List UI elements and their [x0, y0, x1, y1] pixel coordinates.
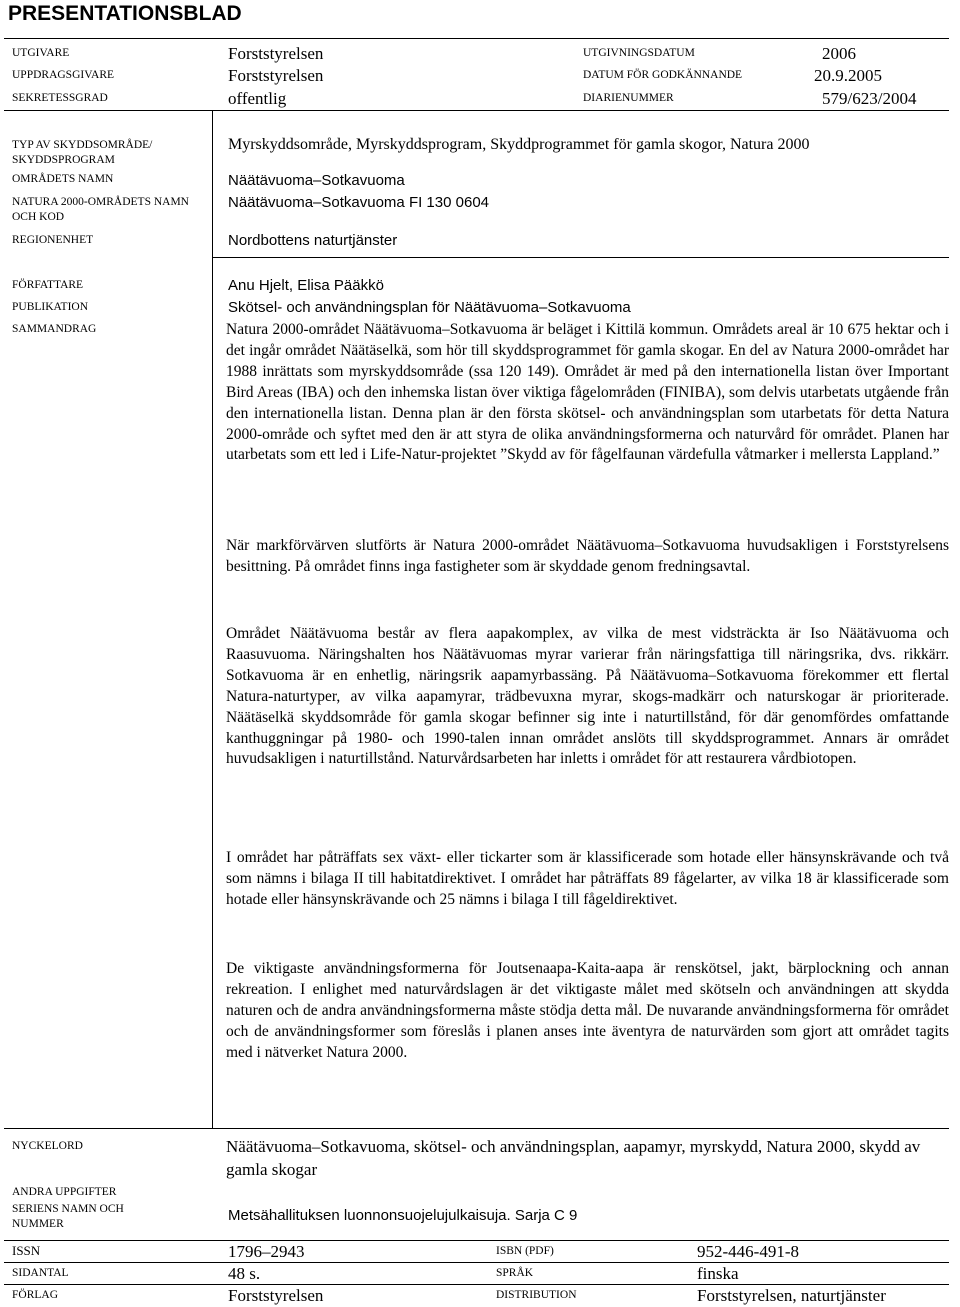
forfattare-value: Anu Hjelt, Elisa Pääkkö [228, 277, 384, 294]
header-bottom-rule [4, 110, 949, 111]
utgivare-label: UTGIVARE [12, 47, 70, 59]
uppdragsgivare-label: UPPDRAGSGIVARE [12, 69, 115, 81]
serie-label: SERIENS NAMN OCH NUMMER [12, 1203, 124, 1230]
publikation-value: Skötsel- och användningsplan för Näätävuoma–Sotkavuoma [228, 299, 631, 316]
footer-rule-1 [4, 1240, 949, 1241]
forfattare-label: FÖRFATTARE [12, 279, 84, 291]
nyckelord-label: NYCKELORD [12, 1140, 83, 1152]
issn-label: ISSN [12, 1243, 41, 1258]
utgivare-value: Forststyrelsen [228, 44, 324, 63]
serie-value: Metsähallituksen luonnonsuojelujulkaisuja. Sarja C 9 [228, 1207, 578, 1224]
distribution-value: Forststyrelsen, naturtjänster [697, 1286, 886, 1305]
publikation-label: PUBLIKATION [12, 301, 89, 313]
sammandrag-label: SAMMANDRAG [12, 323, 97, 335]
omradets-namn-value: Näätävuoma–Sotkavuoma [228, 172, 405, 189]
area-rule [212, 257, 949, 258]
distribution-label: DISTRIBUTION [496, 1289, 577, 1301]
godkannande-label: DATUM FÖR GODKÄNNANDE [583, 69, 743, 81]
issn-value: 1796–2943 [228, 1242, 305, 1261]
natura-value: Näätävuoma–Sotkavuoma FI 130 0604 [228, 194, 489, 211]
summary-paragraph-4: I området har påträffats sex växt- eller tickarter som är klassificerade som hotade eller hänsynskrävande och två som nämns i bilaga II till habitatdirektivet. I området har påträffats 89 fågelarter, av vilka 18 är klassificerade som hotade eller hänsynskrävande och 25 nämns i bilaga I till fågeldirektivet. [226, 849, 949, 908]
header-top-rule [4, 38, 949, 39]
uppdragsgivare-value: Forststyrelsen [228, 66, 324, 85]
typ-label: TYP AV SKYDDSOMRÅDE/ SKYDDSPROGRAM [12, 139, 153, 166]
utgivningsdatum-value: 2006 [822, 44, 856, 63]
footer-rule-2 [4, 1262, 949, 1263]
diarienummer-label: DIARIENUMMER [583, 92, 674, 104]
forlag-value: Forststyrelsen [228, 1286, 324, 1305]
regionenhet-label: REGIONENHET [12, 234, 94, 246]
summary-paragraph-1: Natura 2000-området Näätävuoma–Sotkavuoma är beläget i Kittilä kommun. Områdets areal är 10 675 hektar och i det ingår området Näätäselkä, som hör till skyddsprogrammet för gamla skogar. En del av Natura 2000-området har 1988 inrättats som myrskyddsområde (ssa 120 149). Området är med på den internationella listan över Important Bird Areas (IBA) och den inhemska listan över viktiga fågelområden (FINIBA), som delvis utarbetats utgående från den internationella listan. Denna plan är den första skötsel- och användningsplan som utarbetats för detta Natura 2000-område och syftet med den är att styra de olika användningsformerna och naturvård för området. Planen har utarbetats som ett led i Life-Natur-projektet ”Skydd av för fågelfaunan värdefulla våtmarker i mellersta Lappland.” [226, 321, 949, 464]
column-divider [212, 110, 213, 1128]
sekretessgrad-label: SEKRETESSGRAD [12, 92, 108, 104]
summary-paragraph-5: De viktigaste användningsformerna för Joutsenaapa-Kaita-aapa är renskötsel, jakt, bärplockning och annan rekreation. I enlighet med naturvårdslagen är det viktigaste målet med skötseln och användningen att skydda naturen och de andra användningsformerna måste stödja detta mål. De nuvarande användningsformerna för området och de användningsformer som föreslås i planen anses inte äventyra de naturvärden som gjort att området tagits med i nätverket Natura 2000. [226, 960, 949, 1061]
sprak-label: SPRÅK [496, 1267, 534, 1279]
footer-top-rule [4, 1128, 949, 1129]
forlag-label: FÖRLAG [12, 1289, 59, 1301]
natura-label: NATURA 2000-OMRÅDETS NAMN OCH KOD [12, 196, 189, 223]
utgivningsdatum-label: UTGIVNINGSDATUM [583, 47, 695, 59]
isbn-label: ISBN (PDF) [496, 1245, 554, 1257]
sprak-value: finska [697, 1264, 739, 1283]
page-title: PRESENTATIONSBLAD [8, 2, 242, 25]
nyckelord-value: Näätävuoma–Sotkavuoma, skötsel- och användningsplan, aapamyr, myrskydd, Natura 2000, skydd av gamla skogar [226, 1137, 921, 1179]
summary-paragraph-2: När markförvärven slutförts är Natura 2000-området Näätävuoma–Sotkavuoma huvudsakligen i Forststyrelsens besittning. På området finns inga fastigheter som är skyddade genom fredningsavtal. [226, 537, 949, 575]
diarienummer-value: 579/623/2004 [822, 89, 917, 108]
omradets-namn-label: OMRÅDETS NAMN [12, 173, 114, 185]
summary-paragraph-3: Området Näätävuoma består av flera aapakomplex, av vilka de mest vidsträckta är Iso Näätävuoma och Raasuvuoma. Näringshalten hos Näätävuomas myrar varierar från näringsfattiga till näringsrika, dvs. rikkärr. Sotkavuoma är en enhetlig, näringsrik aapamyrbassäng. På Näätävuoma–Sotkavuoma förekommer ett flertal Natura-naturtyper, av vilka aapamyrar, trädbevuxna myrar, skogs-madkärr och naturskogar är prioriterade. Näätäselkä skyddsområde för gamla skogar befinner sig inte i naturtillstånd, för där genomfördes omfattande kanthuggningar på 1980- och 1990-talen innan området anslöts till skyddsprogrammet. Annars är området huvudsakligen i naturtillstånd. Naturvårdsarbeten har inletts i området för att restaurera vårdbiotopen. [226, 625, 949, 768]
typ-value: Myrskyddsområde, Myrskyddsprogram, Skyddprogrammet för gamla skogor, Natura 2000 [228, 136, 810, 153]
isbn-value: 952-446-491-8 [697, 1242, 799, 1261]
godkannande-value: 20.9.2005 [814, 66, 882, 85]
sidantal-value: 48 s. [228, 1264, 261, 1283]
sekretessgrad-value: offentlig [228, 89, 287, 108]
sidantal-label: SIDANTAL [12, 1267, 69, 1279]
regionenhet-value: Nordbottens naturtjänster [228, 232, 398, 249]
andra-uppgifter-label: ANDRA UPPGIFTER [12, 1186, 117, 1198]
